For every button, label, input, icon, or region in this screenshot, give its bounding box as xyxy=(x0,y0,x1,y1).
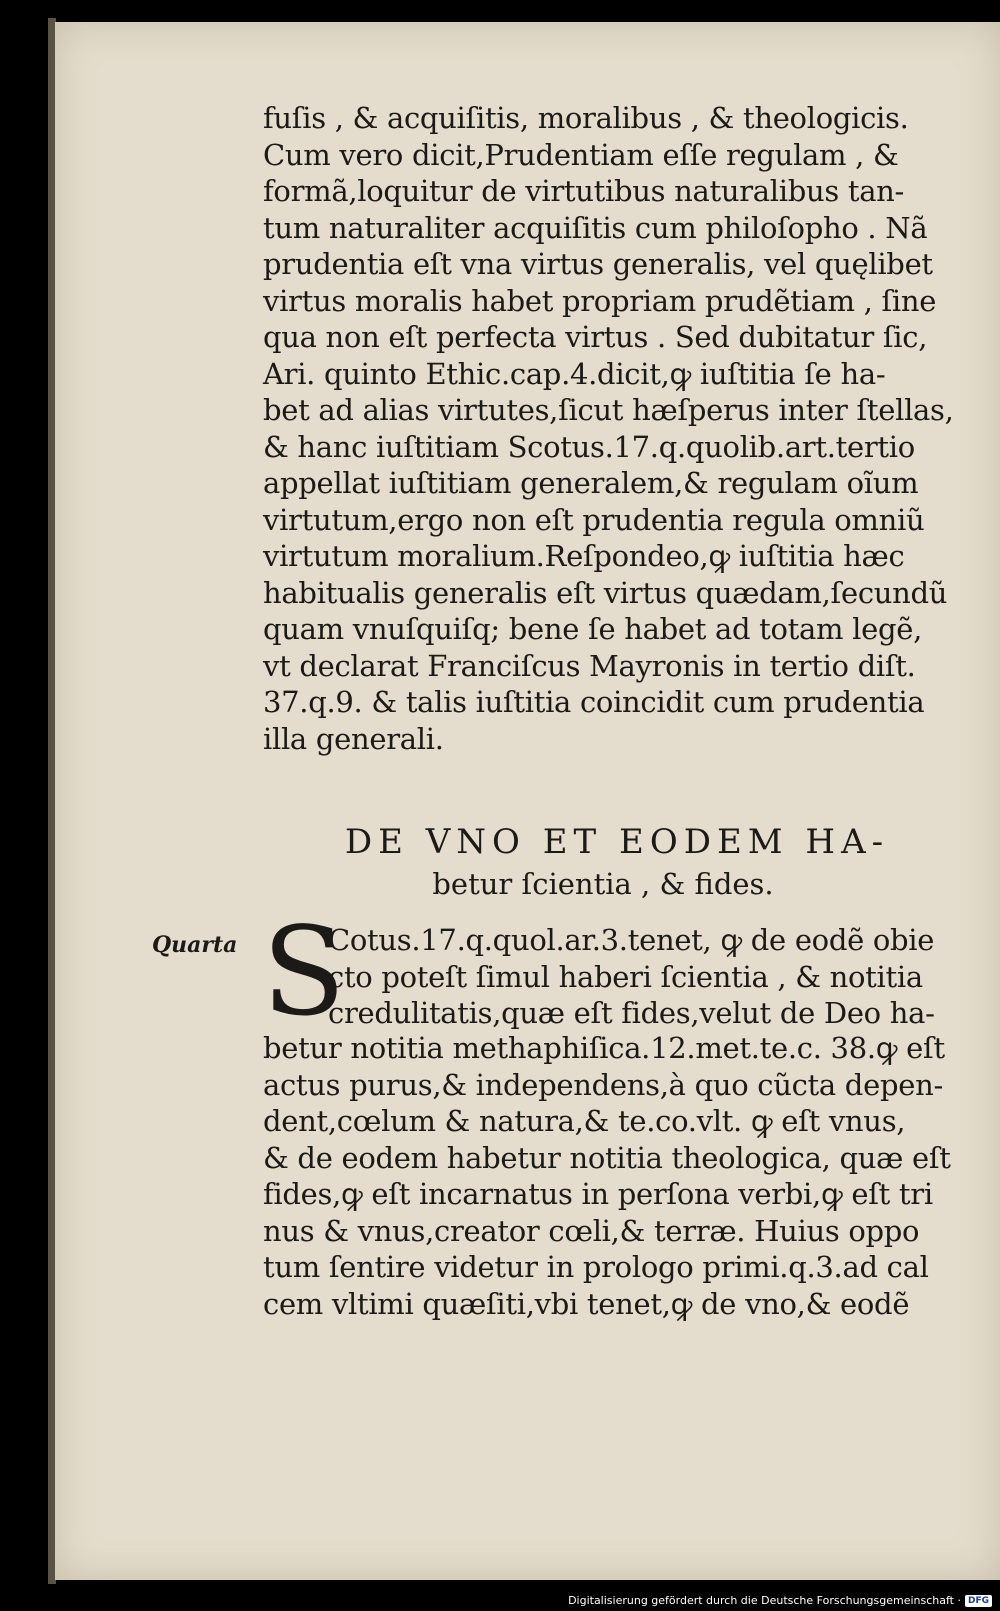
text-line: cem vltimi quæſiti,vbi tenet,ꝙ de vno,& eodẽ xyxy=(263,1286,910,1321)
text-line: tum ſentire videtur in prologo primi.q.3.ad cal xyxy=(263,1250,929,1284)
text-line: quam vnuſquiſq; bene ſe habet ad totam legẽ, xyxy=(263,612,923,646)
text-line: qua non eſt perfecta virtus . Sed dubitatur ſic, xyxy=(263,320,928,354)
text-line: 37.q.9. & talis iuſtitia coincidit cum prudentia xyxy=(263,685,925,719)
text-line: virtutum moralium.Reſpondeo,ꝙ iuſtitia hæc xyxy=(263,539,905,573)
paragraph-indented-lines xyxy=(328,922,948,1032)
dfg-logo-icon: DFG xyxy=(965,1595,992,1607)
heading-line-2: betur ſcientia , & fides. xyxy=(432,867,774,901)
digitization-footer xyxy=(568,1594,992,1607)
text-line: vt declarat Franciſcus Mayronis in tertio diſt. xyxy=(263,648,916,683)
text-line: virtutum,ergo non eſt prudentia regula omniũ xyxy=(263,502,925,537)
text-line: dent,cœlum & natura,& te.co.vlt. ꝙ eſt vnus, xyxy=(263,1104,906,1138)
text-line: formã,loquitur de virtutibus naturalibus tan- xyxy=(263,174,905,208)
text-line: & de eodem habetur notitia theologica, quæ eſt xyxy=(263,1140,951,1175)
text-line: prudentia eſt vna virtus generalis, vel quęlibet xyxy=(263,247,933,281)
text-line: nus & vnus,creator cœli,& terræ. Huius oppo xyxy=(263,1213,920,1248)
text-line: credulitatis,quæ eſt fides,velut de Deo ha- xyxy=(328,996,935,1030)
text-line: fuſis , & acquiſitis, moralibus , & theologicis. xyxy=(263,101,909,135)
text-line: virtus moralis habet propriam prudẽtiam , ſine xyxy=(263,283,937,318)
text-line: cto poteſt ſimul haberi ſcientia , & notitia xyxy=(328,959,923,994)
heading-line-1: DE VNO ET EODEM HA- xyxy=(344,822,890,862)
text-line: illa generali. xyxy=(263,721,444,756)
text-line: Cum vero dicit,Prudentiam eſſe regulam , & xyxy=(263,137,899,172)
margin-note: Quarta xyxy=(152,932,238,958)
text-line: fides,ꝙ eſt incarnatus in perſona verbi,ꝙ eſt tri xyxy=(263,1177,933,1211)
text-line: bet ad alias virtutes,ſicut hæſperus inter ſtellas, xyxy=(263,393,954,427)
paragraph-full-lines xyxy=(263,1030,951,1322)
text-line: habitualis generalis eſt virtus quædam,ſecundũ xyxy=(263,575,948,610)
text-line: appellat iuſtitiam generalem,& regulam oĩum xyxy=(263,466,919,500)
text-line: Cotus.17.q.quol.ar.3.tenet, ꝙ de eodẽ obie xyxy=(328,923,935,957)
text-line: & hanc iuſtitiam Scotus.17.q.quolib.art.tertio xyxy=(263,429,915,464)
text-line: Ari. quinto Ethic.cap.4.dicit,ꝙ iuſtitia ſe ha- xyxy=(263,356,886,391)
footer-text: Digitalisierung gefördert durch die Deutsche Forschungsgemeinschaft · xyxy=(568,1594,961,1607)
text-line: tum naturaliter acquiſitis cum philoſopho . Nã xyxy=(263,210,928,245)
text-line: betur notitia methaphiſica.12.met.te.c. 38.ꝙ eſt xyxy=(263,1031,945,1065)
text-line: actus purus,& independens,à quo cũcta depen- xyxy=(263,1067,943,1102)
drop-cap: S xyxy=(262,901,346,1043)
main-text-block xyxy=(263,100,954,757)
section-heading xyxy=(263,820,943,904)
